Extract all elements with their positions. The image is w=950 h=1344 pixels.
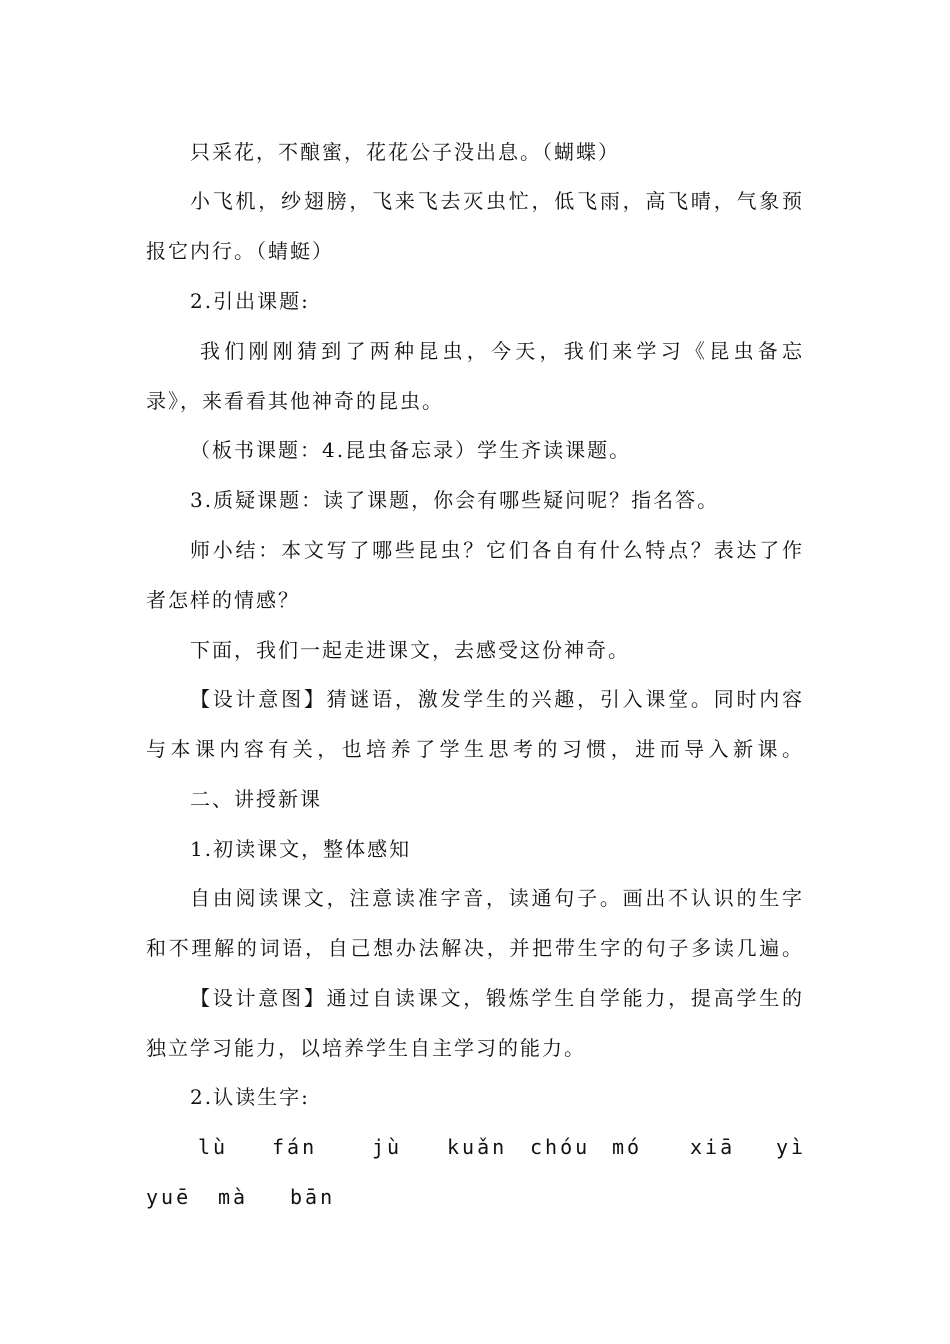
design-intent-1-line1: 【设计意图】猜谜语，激发学生的兴趣，引入课堂。同时内容	[190, 687, 804, 711]
design-intent-1-line2: 与本课内容有关，也培养了学生思考的习惯，进而导入新课。	[146, 737, 804, 761]
free-reading-line2: 和不理解的词语，自己想办法解决，并把带生字的句子多读几遍。	[146, 936, 804, 960]
section-introduce-topic: 2.引出课题:	[190, 289, 310, 313]
section-first-reading: 1.初读课文，整体感知	[190, 837, 412, 861]
pinyin-item: yuē	[146, 1185, 192, 1209]
teacher-summary-line2: 者怎样的情感？	[146, 588, 300, 612]
pinyin-item: xiā	[690, 1135, 736, 1159]
transition-line: 下面，我们一起走进课文，去感受这份神奇。	[190, 638, 630, 662]
teacher-summary-line1: 师小结：本文写了哪些昆虫？它们各自有什么特点？表达了作	[190, 538, 804, 562]
pinyin-item: fán	[272, 1135, 318, 1159]
paragraph-topic-line1: 我们刚刚猜到了两种昆虫，今天，我们来学习《昆虫备忘	[200, 339, 804, 363]
section-question-topic: 3.质疑课题：读了课题，你会有哪些疑问呢？指名答。	[190, 488, 720, 512]
riddle-butterfly: 只采花，不酿蜜，花花公子没出息。（蝴蝶）	[190, 140, 620, 164]
pinyin-item: chóu	[530, 1135, 591, 1159]
pinyin-item: mó	[612, 1135, 643, 1159]
section-new-characters: 2.认读生字:	[190, 1085, 310, 1109]
pinyin-item: bān	[290, 1185, 336, 1209]
design-intent-2-line1: 【设计意图】通过自读课文，锻炼学生自学能力，提高学生的	[190, 986, 804, 1010]
heading-new-lesson: 二、讲授新课	[190, 787, 322, 811]
free-reading-line1: 自由阅读课文，注意读准字音，读通句子。画出不认识的生字	[190, 886, 804, 910]
riddle-dragonfly-line1: 小飞机，纱翅膀，飞来飞去灭虫忙，低飞雨，高飞晴，气象预	[190, 189, 804, 213]
pinyin-item: lù	[198, 1135, 229, 1159]
pinyin-item: yì	[776, 1135, 807, 1159]
pinyin-item: mà	[218, 1185, 249, 1209]
paragraph-topic-line2: 录》，来看看其他神奇的昆虫。	[146, 389, 444, 413]
pinyin-item: kuǎn	[447, 1135, 508, 1159]
pinyin-item: jù	[372, 1135, 403, 1159]
design-intent-2-line2: 独立学习能力，以培养学生自主学习的能力。	[146, 1036, 586, 1060]
board-title-line: （板书课题：4.昆虫备忘录）学生齐读课题。	[190, 438, 632, 462]
riddle-dragonfly-line2: 报它内行。（蜻蜓）	[146, 239, 334, 263]
